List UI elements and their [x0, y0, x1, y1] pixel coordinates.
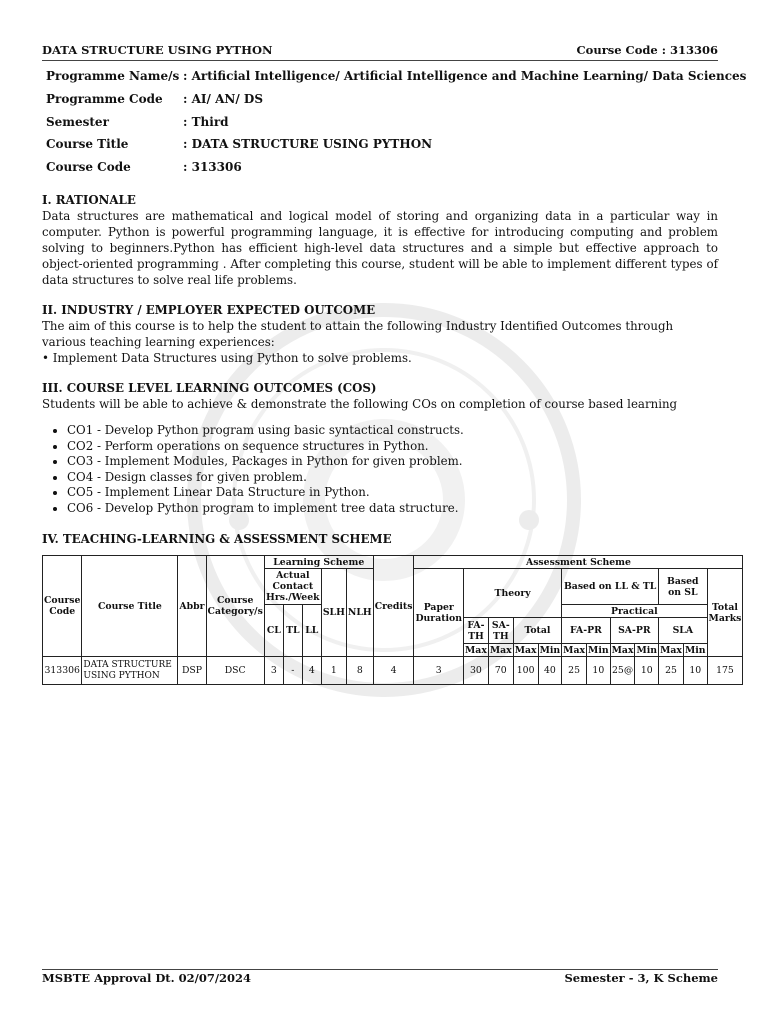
- th-cl: CL: [264, 605, 283, 657]
- cell-ll: 4: [302, 657, 321, 685]
- th-min: Min: [588, 644, 609, 656]
- th-max: Max: [465, 644, 487, 656]
- cell-course-title: DATA STRUCTURE USING PYTHON: [82, 657, 178, 685]
- th-assessment-scheme: Assessment Scheme: [414, 556, 743, 569]
- list-item: • CO2 - Perform operations on sequence structures in Python.: [67, 439, 718, 455]
- info-row: [46, 110, 746, 133]
- programme-info-table: [46, 65, 746, 178]
- cell-sla-max: 25: [659, 657, 684, 685]
- th-sla: SLA: [659, 618, 707, 644]
- info-value: : 313306: [183, 160, 242, 175]
- table-row: [43, 657, 743, 685]
- footer-approval-date: MSBTE Approval Dt. 02/07/2024: [42, 971, 252, 985]
- industry-outcome-bullet: • Implement Data Structures using Python to solve problems.: [42, 351, 412, 365]
- cell-fa-pr-min: 10: [587, 657, 611, 685]
- th-max: Max: [611, 644, 634, 656]
- th-min: Min: [539, 644, 561, 656]
- th-fa-th: FA-TH: [464, 618, 489, 644]
- info-value: : AI/ AN/ DS: [183, 92, 264, 107]
- rationale-section: [42, 192, 718, 288]
- cell-sla-min: 10: [683, 657, 707, 685]
- th-slh: SLH: [321, 569, 346, 657]
- list-item: • CO5 - Implement Linear Data Structure in Python.: [67, 485, 718, 501]
- th-paper-duration: Paper Duration: [414, 569, 464, 657]
- th-min: Min: [636, 644, 658, 656]
- course-outcomes-section: [42, 380, 718, 516]
- th-sa-pr: SA-PR: [610, 618, 658, 644]
- th-fa-pr: FA-PR: [562, 618, 610, 644]
- scheme-section: [42, 531, 718, 547]
- rationale-text: Data structures are mathematical and logical model of storing and organizing data in a particular way in computer. Python is powerful programming language, it is effective for introducing computing and problem solving to beginners.Python has efficient high-level data structures and a simple but effective approach to object-oriented programming . After completing this course, student will be able to implement different types of data structures to solve real life problems.: [42, 209, 718, 287]
- cell-total-min: 40: [538, 657, 562, 685]
- th-max: Max: [514, 644, 537, 656]
- th-total: Total: [513, 618, 561, 644]
- course-outcomes-intro: Students will be able to achieve & demonstrate the following COs on completion of course based learning: [42, 397, 678, 411]
- list-item: • CO3 - Implement Modules, Packages in Python for given problem.: [67, 454, 718, 470]
- industry-outcome-text: The aim of this course is to help the student to attain the following Industry Identified Outcomes through various teaching learning experiences:: [42, 319, 674, 349]
- th-min: Min: [684, 644, 706, 656]
- header-divider: [42, 60, 718, 61]
- info-row: [46, 133, 746, 156]
- scheme-heading: IV. TEACHING-LEARNING & ASSESSMENT SCHEME: [42, 532, 392, 546]
- info-key: Semester: [46, 114, 109, 129]
- cell-fa-pr-max: 25: [562, 657, 587, 685]
- info-row: [46, 88, 746, 111]
- th-practical: Practical: [562, 605, 707, 618]
- th-actual-contact: Actual Contact Hrs./Week: [266, 570, 320, 603]
- info-key: Programme Code: [46, 92, 163, 107]
- cell-abbr: DSP: [178, 657, 206, 685]
- th-category: Course Category/s: [206, 556, 264, 657]
- cell-sa-th-max: 70: [488, 657, 513, 685]
- cell-sa-pr-max: 25@: [610, 657, 635, 685]
- info-key: Course Title: [46, 137, 129, 152]
- cell-sa-pr-min: 10: [635, 657, 659, 685]
- cell-course-code: 313306: [43, 657, 82, 685]
- cell-cl: 3: [264, 657, 283, 685]
- th-max: Max: [489, 644, 512, 656]
- th-tl: TL: [283, 605, 302, 657]
- info-key: Course Code: [46, 160, 131, 175]
- cell-total-marks: 175: [707, 657, 743, 685]
- th-credits: Credits: [373, 556, 414, 657]
- cell-category: DSC: [206, 657, 264, 685]
- info-value: : DATA STRUCTURE USING PYTHON: [183, 137, 433, 152]
- th-based-sl: Based on SL: [659, 569, 707, 605]
- rationale-heading: I. RATIONALE: [42, 193, 136, 207]
- cell-tl: -: [283, 657, 302, 685]
- footer-divider: [42, 969, 718, 970]
- info-value: : Artificial Intelligence/ Artificial Intelligence and Machine Learning/ Data Sciences: [183, 69, 747, 84]
- course-outcomes-list: [42, 423, 718, 516]
- teaching-assessment-table: [42, 555, 743, 685]
- footer-semester: Semester - 3, K Scheme: [564, 971, 718, 985]
- cell-fa-th-max: 30: [464, 657, 489, 685]
- list-item: • CO1 - Develop Python program using basic syntactical constructs.: [67, 423, 718, 439]
- header-course-code: Course Code : 313306: [576, 43, 718, 57]
- th-sa-th: SA-TH: [488, 618, 513, 644]
- th-learning-scheme: Learning Scheme: [264, 556, 373, 569]
- th-course-title: Course Title: [82, 556, 178, 657]
- th-course-code: Course Code: [43, 556, 82, 657]
- th-max: Max: [563, 644, 586, 656]
- course-outcomes-heading: III. COURSE LEVEL LEARNING OUTCOMES (COS): [42, 381, 377, 395]
- header-course-name: DATA STRUCTURE USING PYTHON: [42, 43, 273, 57]
- industry-outcome-heading: II. INDUSTRY / EMPLOYER EXPECTED OUTCOME: [42, 303, 376, 317]
- th-total-marks: Total Marks: [707, 569, 743, 657]
- th-theory: Theory: [464, 569, 562, 618]
- th-max: Max: [660, 644, 682, 656]
- cell-total-max: 100: [513, 657, 538, 685]
- cell-nlh: 8: [346, 657, 373, 685]
- info-row: [46, 156, 746, 179]
- cell-credits: 4: [373, 657, 414, 685]
- list-item: • CO6 - Develop Python program to implement tree data structure.: [67, 501, 718, 517]
- th-ll: LL: [302, 605, 321, 657]
- th-nlh: NLH: [346, 569, 373, 657]
- list-item: • CO4 - Design classes for given problem.: [67, 470, 718, 486]
- cell-slh: 1: [321, 657, 346, 685]
- info-key: Programme Name/s: [46, 69, 180, 84]
- info-value: : Third: [183, 114, 229, 129]
- cell-paper-duration: 3: [414, 657, 464, 685]
- th-based-ll-tl: Based on LL & TL: [562, 569, 659, 605]
- industry-outcome-section: [42, 302, 718, 366]
- th-abbr: Abbr: [178, 556, 206, 657]
- info-row: [46, 65, 746, 88]
